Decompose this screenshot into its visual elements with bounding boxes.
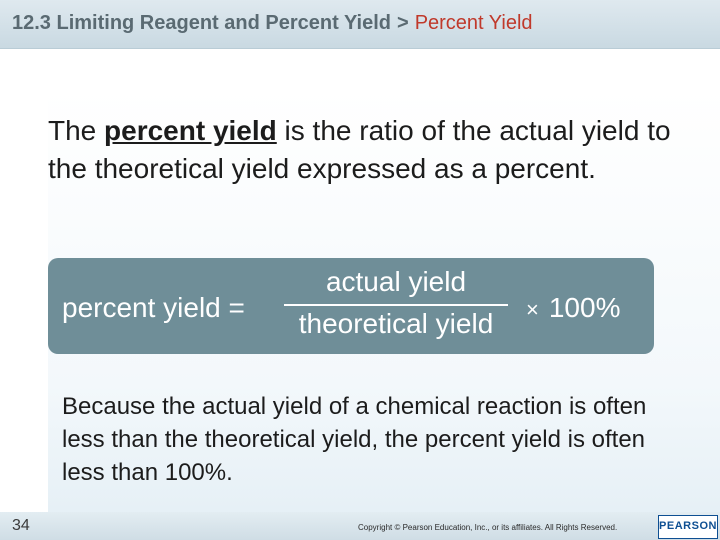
fraction-bar — [284, 304, 508, 306]
section-title: Percent Yield — [414, 12, 533, 34]
formula-lhs: percent yield = — [62, 292, 245, 323]
definition-term: percent yield — [104, 115, 277, 146]
header-title — [12, 12, 533, 35]
slide-footer — [0, 512, 720, 540]
formula-numerator: actual yield — [325, 266, 467, 297]
page-number: 34 — [12, 517, 30, 534]
slide-header — [0, 0, 720, 49]
multiply-symbol: × — [526, 297, 539, 322]
breadcrumb-separator: > — [397, 12, 409, 34]
formula-box — [48, 258, 654, 354]
copyright-text: Copyright © Pearson Education, Inc., or its affiliates. All Rights Reserved. — [358, 523, 618, 532]
definition-rest: is the ratio of the actual yield to the theoretical yield expressed as a percent. — [48, 115, 671, 184]
pearson-logo — [658, 515, 718, 539]
definition-prefix: The — [48, 115, 105, 146]
definition-text — [48, 112, 678, 188]
chapter-title: 12.3 Limiting Reagent and Percent Yield — [12, 12, 391, 34]
formula-multiplier — [526, 292, 620, 324]
explanation-text: Because the actual yield of a chemical reaction is often less than the theoretical yield, the percent yield is often less than 100%. — [62, 393, 647, 486]
formula-denominator: theoretical yield — [298, 308, 494, 339]
logo-text: PEARSON — [659, 520, 717, 532]
formula-factor: 100% — [548, 292, 621, 323]
